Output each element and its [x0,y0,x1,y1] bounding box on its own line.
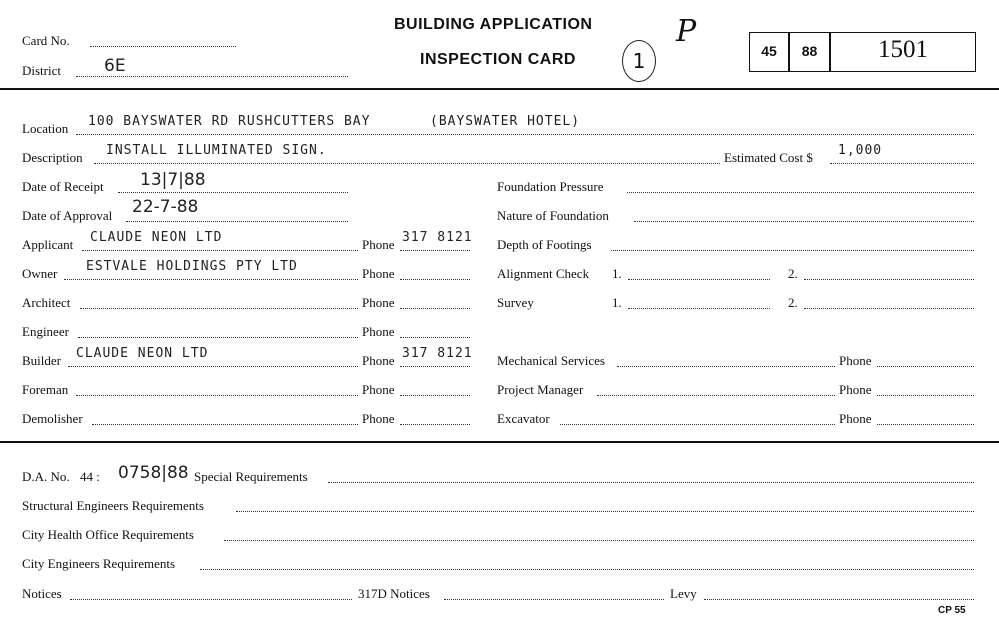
foreman-label: Foreman [22,382,69,397]
applicant-phone-label: Phone [362,237,395,252]
architect-phone-label: Phone [362,295,395,310]
location-value: 100 BAYSWATER RD RUSHCUTTERS BAY [88,114,371,129]
details-divider [0,441,999,443]
estimated-cost-label: Estimated Cost $ [724,150,813,165]
da-prefix: 44 : [80,469,100,484]
owner-value: ESTVALE HOLDINGS PTY LTD [86,259,298,274]
excavator-label: Excavator [497,411,550,426]
engineer-phone-field[interactable] [400,337,470,338]
demolisher-phone-field[interactable] [400,424,470,425]
survey-item-2: 2. [788,295,798,310]
levy-field[interactable] [704,599,974,600]
alignment-check-label: Alignment Check [497,266,590,281]
builder-field[interactable] [68,366,358,367]
project-manager-field[interactable] [597,395,835,396]
description-label: Description [22,150,83,165]
date-approval-field[interactable] [126,221,348,222]
depth-footings-label: Depth of Footings [497,237,592,252]
structural-requirements-label: Structural Engineers Requirements [22,498,204,513]
mechanical-services-label: Mechanical Services [497,353,605,368]
project-manager-phone-label: Phone [839,382,872,397]
health-requirements-field[interactable] [224,540,974,541]
nature-foundation-field[interactable] [634,221,974,222]
engineer-label: Engineer [22,324,69,339]
structural-requirements-field[interactable] [236,511,974,512]
special-requirements-label: Special Requirements [194,469,308,484]
owner-phone-label: Phone [362,266,395,281]
alignment-check-1-field[interactable] [628,279,770,280]
date-approval-label: Date of Approval [22,208,113,223]
special-requirements-field[interactable] [328,482,974,483]
architect-phone-field[interactable] [400,308,470,309]
handwritten-p-mark: P [676,14,697,49]
mechanical-phone-field[interactable] [877,366,974,367]
nature-foundation-label: Nature of Foundation [497,208,609,223]
applicant-label: Applicant [22,237,74,252]
builder-phone-field[interactable] [400,366,470,367]
form-title-line2: INSPECTION CARD [420,51,576,68]
notices-label: Notices [22,586,62,601]
survey-label: Survey [497,295,534,310]
city-engineers-requirements-label: City Engineers Requirements [22,556,176,571]
builder-phone-value: 317 8121 [402,346,473,361]
health-requirements-label: City Health Office Requirements [22,527,194,542]
location-label: Location [22,121,69,136]
alignment-item-2: 2. [788,266,798,281]
box-value-a: 45 [761,43,777,59]
date-receipt-field[interactable] [118,192,348,193]
excavator-field[interactable] [560,424,835,425]
notices-317d-field[interactable] [444,599,664,600]
architect-field[interactable] [80,308,358,309]
date-receipt-value: 13|7|88 [140,170,206,190]
card-number: 1501 [878,36,928,63]
alignment-check-2-field[interactable] [804,279,974,280]
survey-1-field[interactable] [628,308,770,309]
mechanical-phone-label: Phone [839,353,872,368]
date-approval-value: 22-7-88 [132,197,199,217]
da-number-value: 0758|88 [118,463,189,483]
applicant-value: CLAUDE NEON LTD [90,230,223,245]
project-manager-label: Project Manager [497,382,584,397]
notices-317d-label: 317D Notices [358,586,430,601]
demolisher-label: Demolisher [22,411,83,426]
foundation-pressure-field[interactable] [627,192,974,193]
applicant-phone-value: 317 8121 [402,230,473,245]
applicant-phone-field[interactable] [400,250,470,251]
project-manager-phone-field[interactable] [877,395,974,396]
estimated-cost-field[interactable] [830,163,974,164]
foreman-phone-field[interactable] [400,395,470,396]
district-label: District [22,63,61,78]
levy-label: Levy [670,586,697,601]
box-value-b: 88 [801,43,818,59]
owner-label: Owner [22,266,58,281]
header-divider [0,88,999,90]
form-title-line1: BUILDING APPLICATION [394,16,593,33]
district-field[interactable] [76,76,348,77]
foundation-pressure-label: Foundation Pressure [497,179,604,194]
alignment-item-1: 1. [612,266,622,281]
owner-phone-field[interactable] [400,279,470,280]
demolisher-phone-label: Phone [362,411,395,426]
form-code: CP 55 [938,605,966,616]
foreman-field[interactable] [76,395,358,396]
location-note: (BAYSWATER HOTEL) [430,114,581,129]
city-engineers-requirements-field[interactable] [200,569,974,570]
description-value: INSTALL ILLUMINATED SIGN. [106,143,327,158]
estimated-cost-value: 1,000 [838,143,883,158]
da-no-label: D.A. No. [22,469,70,484]
engineer-field[interactable] [78,337,358,338]
card-no-label: Card No. [22,33,70,48]
builder-phone-label: Phone [362,353,395,368]
depth-footings-field[interactable] [611,250,974,251]
foreman-phone-label: Phone [362,382,395,397]
notices-field[interactable] [70,599,352,600]
date-receipt-label: Date of Receipt [22,179,104,194]
mechanical-services-field[interactable] [617,366,835,367]
location-field[interactable] [76,134,974,135]
architect-label: Architect [22,295,71,310]
engineer-phone-label: Phone [362,324,395,339]
demolisher-field[interactable] [92,424,358,425]
survey-2-field[interactable] [804,308,974,309]
applicant-field[interactable] [82,250,358,251]
owner-field[interactable] [64,279,358,280]
description-field[interactable] [94,163,720,164]
survey-item-1: 1. [612,295,622,310]
excavator-phone-field[interactable] [877,424,974,425]
builder-value: CLAUDE NEON LTD [76,346,209,361]
circled-mark: 1 [622,40,656,82]
excavator-phone-label: Phone [839,411,872,426]
card-no-field[interactable] [90,46,236,47]
district-value: 6E [104,56,126,76]
builder-label: Builder [22,353,61,368]
